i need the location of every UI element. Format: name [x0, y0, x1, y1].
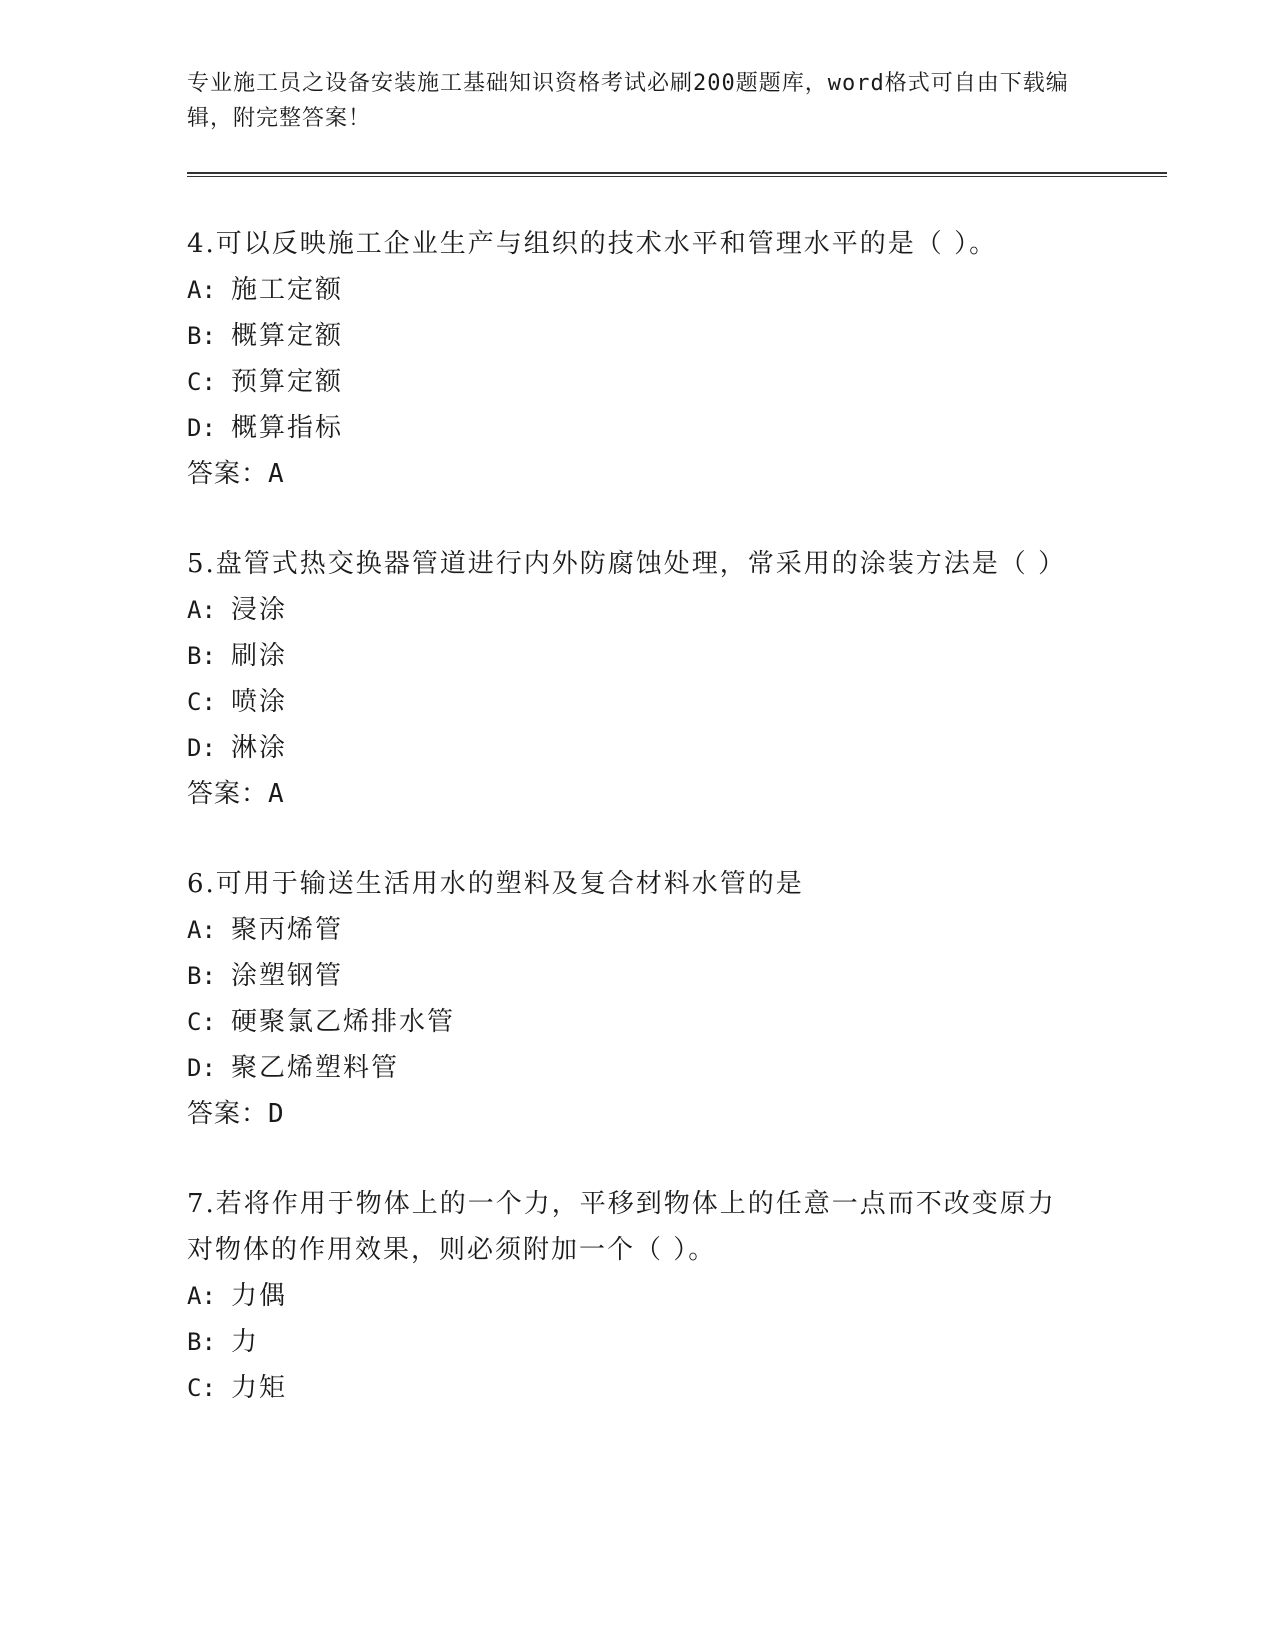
question-6 [187, 861, 1167, 1137]
option-b [187, 633, 1167, 679]
option-a [187, 587, 1167, 633]
option-text: 淋涂 [231, 733, 288, 763]
answer-line [187, 771, 1167, 817]
option-letter: A: [187, 596, 216, 624]
option-d [187, 1045, 1167, 1091]
question-4 [187, 221, 1167, 497]
answer-label: 答案： [187, 459, 269, 489]
option-letter: D: [187, 1054, 216, 1082]
answer-value: A [268, 459, 285, 489]
option-letter: D: [187, 414, 216, 442]
option-text: 喷涂 [231, 687, 288, 717]
option-letter: A: [187, 1282, 216, 1310]
option-a [187, 267, 1167, 313]
option-a [187, 1273, 1167, 1319]
option-letter: C: [187, 1374, 216, 1402]
option-text: 刷涂 [231, 641, 288, 671]
option-letter: A: [187, 276, 216, 304]
option-d [187, 405, 1167, 451]
option-text: 力矩 [231, 1373, 288, 1403]
answer-value: A [268, 779, 285, 809]
option-text: 概算定额 [231, 321, 344, 351]
option-letter: B: [187, 322, 216, 350]
document-header: 专业施工员之设备安装施工基础知识资格考试必刷200题题库，word格式可自由下载编辑，附完整答案！ [187, 71, 1069, 131]
option-b [187, 1319, 1167, 1365]
question-title: 7.若将作用于物体上的一个力，平移到物体上的任意一点而不改变原力对物体的作用效果，则必须附加一个（ ）。 [187, 1189, 1056, 1265]
option-letter: D: [187, 734, 216, 762]
option-b [187, 953, 1167, 999]
question-title: 5.盘管式热交换器管道进行内外防腐蚀处理，常采用的涂装方法是（ ） [187, 549, 1067, 579]
option-text: 施工定额 [231, 275, 344, 305]
option-text: 力 [231, 1327, 260, 1357]
option-c [187, 999, 1167, 1045]
option-text: 涂塑钢管 [231, 961, 344, 991]
option-letter: C: [187, 368, 216, 396]
document-page [187, 66, 1167, 1411]
option-text: 硬聚氯乙烯排水管 [231, 1007, 456, 1037]
answer-label: 答案： [187, 779, 269, 809]
option-letter: B: [187, 962, 216, 990]
option-letter: A: [187, 916, 216, 944]
answer-line [187, 1091, 1167, 1137]
option-c [187, 679, 1167, 725]
option-text: 聚丙烯管 [231, 915, 344, 945]
option-c [187, 1365, 1167, 1411]
question-title: 4.可以反映施工企业生产与组织的技术水平和管理水平的是（ ）。 [187, 229, 998, 259]
question-5 [187, 541, 1167, 817]
answer-value: D [268, 1099, 285, 1129]
option-letter: C: [187, 1008, 216, 1036]
question-title: 6.可用于输送生活用水的塑料及复合材料水管的是 [187, 869, 804, 899]
option-a [187, 907, 1167, 953]
option-text: 概算指标 [231, 413, 344, 443]
question-7 [187, 1181, 1167, 1411]
option-text: 浸涂 [231, 595, 288, 625]
option-d [187, 725, 1167, 771]
option-text: 预算定额 [231, 367, 344, 397]
option-b [187, 313, 1167, 359]
option-letter: C: [187, 688, 216, 716]
header-divider [187, 172, 1167, 177]
option-text: 聚乙烯塑料管 [231, 1053, 400, 1083]
option-text: 力偶 [231, 1281, 288, 1311]
answer-label: 答案： [187, 1099, 269, 1129]
option-c [187, 359, 1167, 405]
option-letter: B: [187, 1328, 216, 1356]
option-letter: B: [187, 642, 216, 670]
answer-line [187, 451, 1167, 497]
